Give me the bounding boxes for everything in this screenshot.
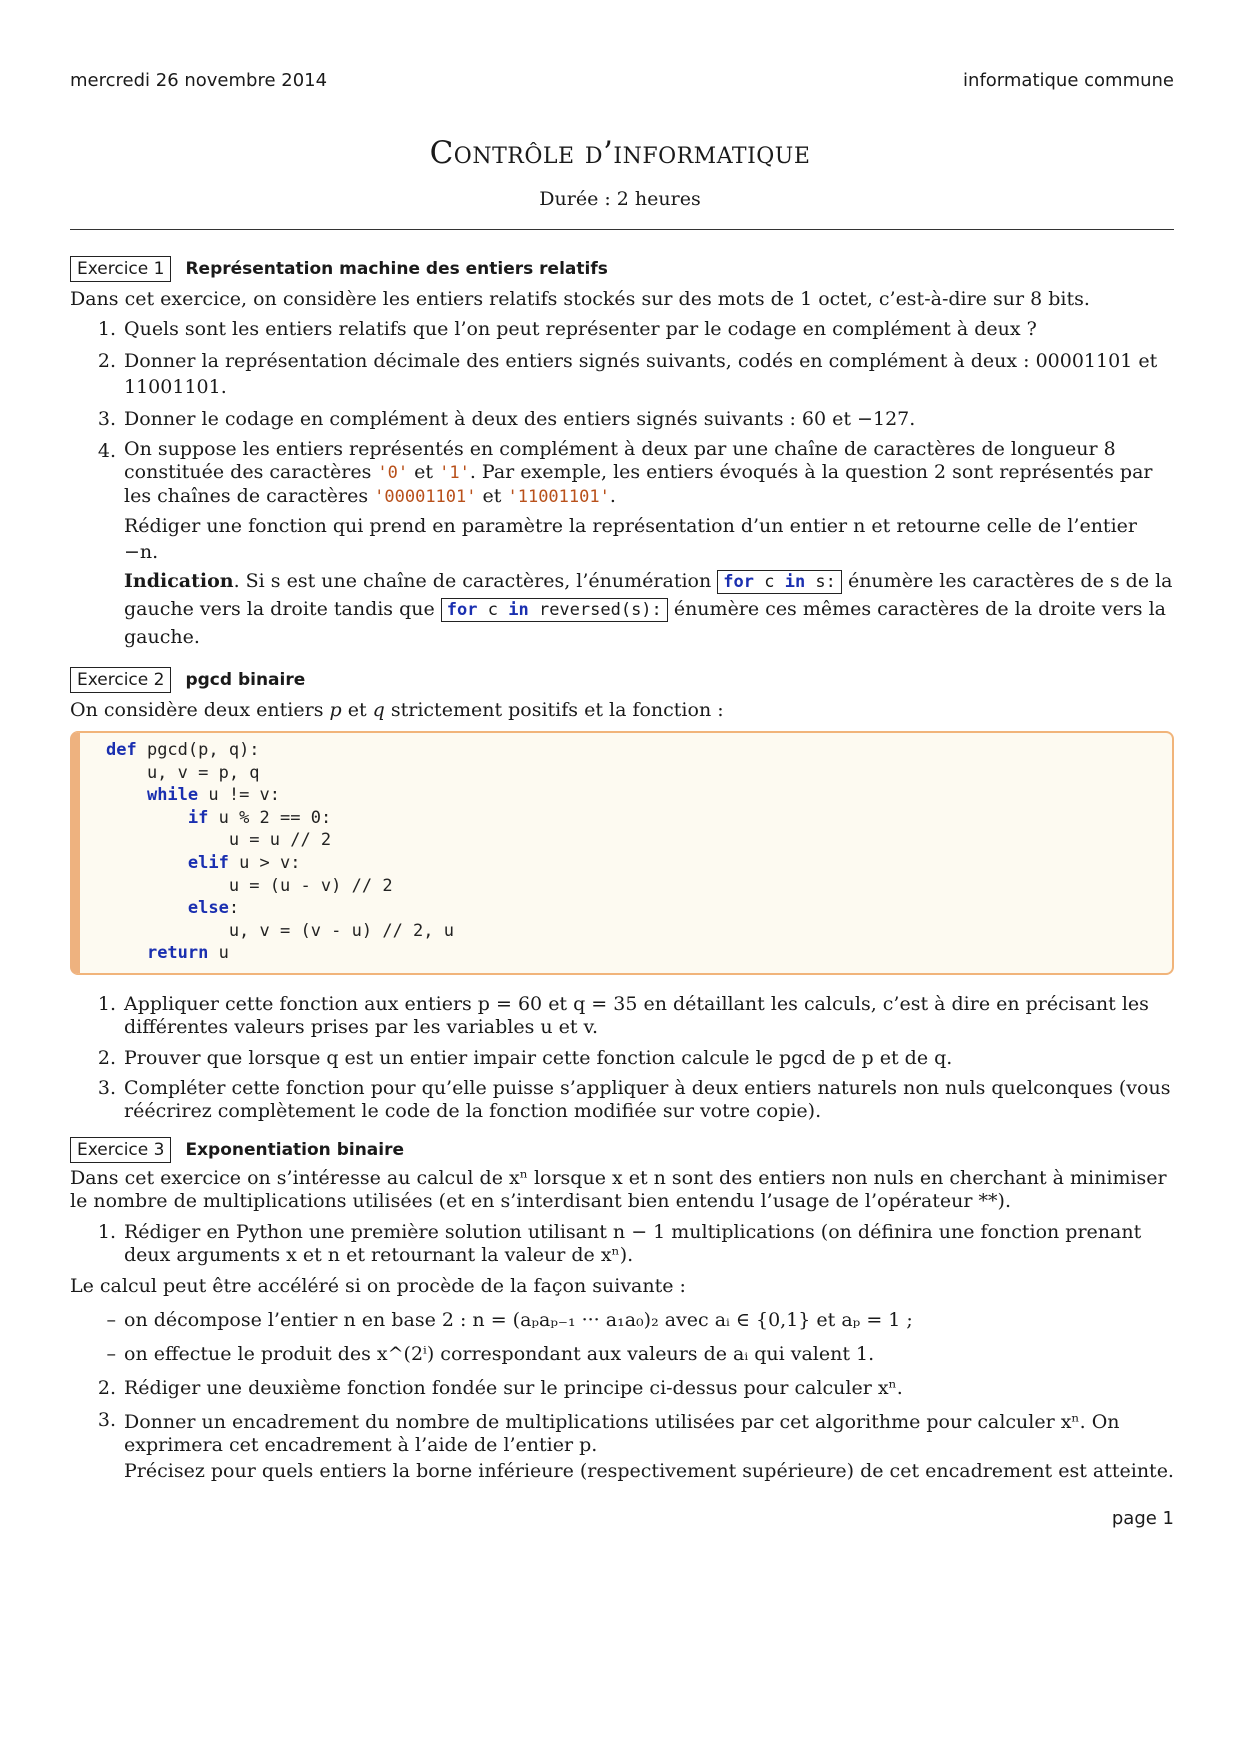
exercise-1-q4: [124, 438, 1174, 653]
list-item: [70, 316, 1174, 342]
item-number: 3.: [97, 408, 116, 430]
q4-char-1: '1': [439, 463, 470, 483]
q4-end: .: [609, 485, 616, 507]
exercise-1-q1: Quels sont les entiers relatifs que l’on peut représenter par le codage en complément à deux ?: [124, 318, 1037, 340]
item-number: 1.: [97, 992, 116, 1015]
list-item: [70, 1077, 1174, 1123]
item-number: 4.: [97, 440, 116, 462]
exercise-3-heading: [70, 1135, 1174, 1165]
item-number: 3.: [97, 1408, 116, 1431]
q4-and-2: et: [482, 485, 502, 507]
header-course: informatique commune: [963, 70, 1174, 91]
item-number: 2.: [97, 1376, 116, 1399]
list-item: [70, 1045, 1174, 1071]
indication-text-c: énumère ces mêmes caractères de la droite vers la gauche.: [124, 598, 1167, 648]
header-date: mercredi 26 novembre 2014: [70, 70, 328, 91]
exam-content: [70, 254, 1174, 1491]
q4-task: Rédiger une fonction qui prend en paramètre la représentation d’un entier n et retourne celle de l’entier −n.: [124, 515, 1137, 563]
item-number: 1.: [97, 1220, 116, 1243]
exercise-3-q1: Rédiger en Python une première solution utilisant n − 1 multiplications (on définira une fonction prenant deux arguments x et n et retournant la valeur de xⁿ).: [124, 1220, 1142, 1266]
page-number: page 1: [1111, 1508, 1174, 1529]
code-snippet-reversed: for c in reversed(s):: [441, 598, 668, 622]
code-snippet-for-c-in-s: for c in s:: [717, 570, 842, 594]
code-block-pgcd: [70, 731, 1174, 975]
q4-and-1: et: [414, 461, 434, 483]
list-item: [70, 1221, 1174, 1267]
q4-string-2: '11001101': [507, 487, 610, 507]
exercise-2-title: pgcd binaire: [185, 670, 306, 690]
exercise-2-q1: Appliquer cette fonction aux entiers p = 60 et q = 35 en détaillant les calculs, c’est à dire en précisant les différentes valeurs prises par les variables u et v.: [124, 992, 1149, 1038]
code-line: u, v = (v - u) // 2, u: [106, 920, 454, 941]
list-item: [70, 1375, 1174, 1401]
indication-text-b: énumère les caractères de s de la gauche vers la droite tandis que: [124, 570, 1173, 620]
list-item: [70, 1307, 1174, 1333]
exercise-2-q3: Compléter cette fonction pour qu’elle puisse s’appliquer à deux entiers naturels non nuls quelconques (vous réécrirez complètement le code de la fonction modifiée sur votre copie).: [124, 1076, 1171, 1122]
exercise-1-label: Exercice 1: [70, 256, 171, 282]
exercise-1-intro: Dans cet exercice, on considère les entiers relatifs stockés sur des mots de 1 octet, c’est-à-dire sur 8 bits.: [70, 288, 1090, 310]
code-line: elif u > v:: [187, 852, 301, 873]
exercise-2-q2: Prouver que lorsque q est un entier impair cette fonction calcule le pgcd de p et de q.: [124, 1046, 953, 1069]
list-item: [70, 1341, 1174, 1367]
exercise-3-title: Exponentiation binaire: [185, 1139, 405, 1160]
list-item: [70, 438, 1174, 653]
exercise-1-title: Représentation machine des entiers relatifs: [185, 259, 608, 279]
bullet-dash: –: [106, 1308, 116, 1331]
item-number: 2.: [97, 350, 116, 372]
code-line: while u != v:: [146, 785, 281, 806]
page-title: Contrôle d’informatique: [429, 135, 811, 171]
item-number: 3.: [97, 1076, 116, 1099]
item-number: 2.: [97, 1046, 116, 1069]
q4-text-a: On suppose les entiers représentés en complément à deux par une chaîne de caractères de longueur 8 constituée des caractères: [124, 438, 1116, 483]
exercise-3-q3: Donner un encadrement du nombre de multiplications utilisées par cet algorithme pour calculer xⁿ. On exprimera cet encadrement à l’aide de l’entier p.: [124, 1410, 1120, 1456]
code-line: else:: [187, 898, 240, 919]
exercise-1-heading: [70, 254, 1174, 284]
code-line: u, v = p, q: [106, 762, 260, 783]
code-line: return u: [146, 943, 229, 964]
list-item: [70, 406, 1174, 432]
exercise-3-bullet-1: on décompose l’entier n en base 2 : n = (aₚaₚ₋₁ ··· a₁a₀)₂ avec aᵢ ∈ {0,1} et aₚ = 1 ;: [124, 1308, 913, 1331]
exercise-2-intro: On considère deux entiers p et q strictement positifs et la fonction :: [70, 699, 724, 721]
exercise-3-label: Exercice 3: [70, 1137, 171, 1163]
q4-text-b: . Par exemple, les entiers évoqués à la question 2 sont représentés par les chaînes de caractères: [124, 461, 1153, 507]
exercise-3-intro: Dans cet exercice on s’intéresse au calcul de xⁿ lorsque x et n sont des entiers non nuls en cherchant à minimiser le nombre de multiplications utilisées (et en s’interdisant bien entendu l’usage de l’opérateur **).: [70, 1166, 1167, 1212]
list-item: [70, 993, 1174, 1039]
exercise-1-q2: Donner la représentation décimale des entiers signés suivants, codés en complément à deux : 00001101 et 11001101.: [124, 350, 1158, 398]
exercise-2-label: Exercice 2: [70, 667, 171, 693]
exercise-3-bullet-2: on effectue le produit des x^(2ⁱ) correspondant aux valeurs de aᵢ qui valent 1.: [124, 1342, 875, 1365]
exercise-2-questions: [70, 993, 1174, 1123]
bullet-dash: –: [106, 1342, 116, 1365]
exercise-3-q2: Rédiger une deuxième fonction fondée sur le principe ci-dessus pour calculer xⁿ.: [124, 1376, 903, 1399]
item-number: 1.: [97, 318, 116, 340]
q4-string-1: '00001101': [374, 487, 477, 507]
exercise-2-heading: [70, 665, 1174, 695]
exercise-3-q3-b: Précisez pour quels entiers la borne inférieure (respectivement supérieure) de cet encadrement est atteinte.: [124, 1459, 1174, 1482]
exercise-1-questions: [70, 316, 1174, 653]
exercise-3-middle: Le calcul peut être accéléré si on procède de la façon suivante :: [70, 1274, 686, 1297]
code-line: def pgcd(p, q):: [106, 740, 260, 760]
title-divider: [70, 229, 1174, 230]
list-item: [70, 348, 1174, 400]
code-line: u = u // 2: [106, 830, 332, 851]
page-subtitle: Durée : 2 heures: [539, 188, 701, 210]
list-item: [70, 1409, 1174, 1485]
code-line: if u % 2 == 0:: [187, 807, 332, 828]
exercise-1-q3: Donner le codage en complément à deux des entiers signés suivants : 60 et −127.: [124, 408, 916, 430]
code-line: u = (u - v) // 2: [106, 875, 393, 896]
q4-char-0: '0': [377, 463, 409, 483]
indication-text-a: . Si s est une chaîne de caractères, l’énumération: [233, 570, 712, 592]
indication-label: Indication: [124, 570, 234, 592]
